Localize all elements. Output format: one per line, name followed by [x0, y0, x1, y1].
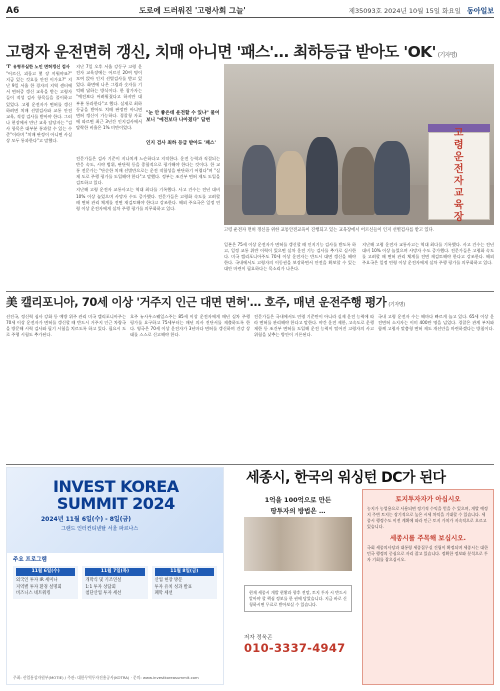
page-number: A6 [6, 5, 20, 16]
section-title: 도로에 드러워진 '고령사회 그늘' [139, 6, 246, 15]
notice-title: 토지투자자가 아십시오 [395, 495, 461, 503]
article2-col3 [254, 314, 374, 462]
notice-body: 농지가 농업용으로 사용되면 정기적 수익을 얻을 수 있으며, 개발 예정지 주변 토지는 장기적으로 높은 시세 차익을 기대할 수 있습니다. 세종시 행정수도 이전 계획에 따라 인근 토지 가치가 지속적으로 오르고 있습니다. [367, 506, 488, 529]
sejong-book-ad[interactable] [238, 467, 494, 685]
page-header [6, 4, 494, 18]
phone-number[interactable]: 010-3337-4947 [244, 641, 346, 655]
article2-col4 [378, 314, 494, 462]
article1-col3 [76, 156, 220, 290]
author-label: 저자 정욱곤 [244, 635, 273, 641]
article1-body-col2: 지난 7일 오후 서울 강동구 고령 운전자 교육장에는 어르신 20여 명이 모여 앉아 인지 선별검사를 받고 있었다. 화면에 나온 그림과 숫자를 기억해 답하는 방식이다. 한 참가자는 "예전보다 어려워졌다고 하지만 대부분 통과한다"고 했다. 실제로 최하 등급을 받아도 치매 판정만 아니면 면허 갱신이 가능하다. 경찰청 자료에 따르면 최근 3년간 인지검사에서 탈락한 비율은 1% 미만이었다. [76, 64, 142, 130]
article1-col5 [362, 242, 494, 290]
article1-body-col5b: 지난해 고령 운전자 교통사고는 역대 최다를 기록했다. 사고 건수는 전년 대비 10% 이상 늘었으며 사망자 수도 증가했다. 전문가들은 고령화 속도를 고려할 때 면허 관리 체계를 전면 재검토해야 한다고 강조한다. 해외 주요국은 일정 연령 이상 운전자에게 실차 주행 평가를 의무화하고 있다. [362, 242, 494, 266]
book-image [244, 517, 352, 571]
summit-dates: 2024년 11월 6일(수) - 8일(금) [41, 516, 131, 523]
article1-pullquote-1: "눈 안 좋은데 운전할 수 있냐" 물어보니 "예전보다 나아졌다" 답변 [146, 111, 220, 123]
book-ad-notice [362, 489, 494, 685]
article2-body-col3: 전문가들은 국내에서도 연령 기준만이 아니라 실제 운전 능력에 따라 면허를 관리해야 한다고 말한다. 야간 운전 제한, 고속도로 운행 제한 등 조건부 면허를 도입해 운전 능력이 떨어진 고령자의 사고 위험을 낮추는 방안이 거론된다. [254, 314, 374, 338]
program-day-1: 11월 6일(수) 외국인 투자 IR 세미나 지역별 투자 환경 설명회 비즈니스 네트워킹 [13, 566, 78, 599]
photo-caption: 고령 운전자 면허 갱신을 위한 교통안전교육이 진행되고 있는 교육장에서 어르신들이 인지 선별검사를 받고 있다. [224, 228, 435, 233]
book-ad-title: 세종시, 한국의 워싱턴 DC가 된다 [246, 470, 446, 486]
article1-col2 [76, 64, 142, 154]
newspaper-brand: 동아일보 [466, 6, 494, 15]
article2-body-col1: 선진국, 정신력 심사 강화 등 예방 위주 관리 미국 캘리포니아주는 70세 이상 운전자가 면허를 갱신할 때 반드시 거주지 인근 차량국을 방문해 시력 검사와 필기 시험을 치르도록 하고 있다. 필요시 도로 주행 시험도 추가된다. [6, 314, 126, 338]
article1-lead: 'T' 유형무실한 노인 면허갱신 검사 [6, 64, 70, 69]
article1-pullquote-2: 인지 검사 최하 등급 받아도 '패스' [146, 141, 216, 146]
article2-reporter: (기자명) [388, 302, 405, 308]
invest-korea-ad[interactable] [6, 467, 224, 685]
section-divider [6, 291, 494, 292]
article2-headline: 美 캘리포니아, 70세 이상 '거주지 인근 대면 면허'… 호주, 매년 운전주행 평가 (기자명) [6, 295, 405, 309]
program-day-3: 11월 8일(금) 산업 현장 방문 투자 유치 성과 발표 폐막 세션 [152, 566, 217, 599]
book-subtitle: 1억을 100억으로 만든 [264, 496, 332, 504]
program-title: 주요 프로그램 [13, 557, 47, 563]
summit-logo: INVEST KOREA SUMMIT 2024 [53, 477, 179, 513]
article1-col4 [224, 242, 356, 290]
photo-person [342, 147, 376, 215]
article2-body-col4: 국내 고령 운전자 수는 해마다 빠르게 늘고 있다. 65세 이상 운전면허 소지자는 이미 400만 명을 넘었다. 경찰은 관계 부처와 함께 고령자 맞춤형 면허 제도 개선안을 마련하겠다는 방침이다. [378, 314, 494, 332]
program-day-2: 11월 7일(목) 개막식 및 기조연설 1:1 투자 상담회 첨단산업 투자 세션 [82, 566, 147, 599]
photo-person [242, 145, 276, 215]
article1-reporter: (기자명) [437, 52, 457, 59]
photo-person [374, 141, 410, 215]
article1-photo [224, 64, 494, 225]
article1-body-col3: 전문가들은 검사 기준이 지나치게 느슨하다고 지적한다. 운전 능력과 직결되는 반응 속도, 시야 범위, 판단력 등을 종합적으로 평가해야 한다는 것이다. 한 교통 전문가는 "단순한 치매 선별만으로는 운전 적합성을 판단하기 어렵다"며 "실제 도로 주행 평가를 도입해야 한다"고 말했다. 정부는 조건부 면허 제도 도입을 검토하고 있다. [76, 156, 220, 186]
article1-col1 [6, 64, 72, 290]
article1-body-col1: "어르신, 괴롭고 몇 장 끼워야죠?" 지금 있는 것요를 안전 이가요?" 지난 9일 서울 한 경자의 지역 센터에서 면허증 갱신 교육을 받는 고령자들이 적성 검사 항목들을 풀이하고 있었다. 고령 운전자가 면허를 갱신하려면 치매 선별검사와 교통 안전 교육, 적성 검사를 받아야 한다. 그러나 현장에서 만난 교육 담당자는 "검사 항목은 대부분 통과할 수 있는 수준"이라며 "치매 판정이 아니면 사실상 모두 통과한다"고 말했다. [6, 71, 72, 144]
article1-body-col5: 일본은 75세 이상 운전자가 면허를 갱신할 때 인지기능 검사를 받도록 하고, 일정 교통 위반 이력이 있으면 실차 운전 기능 검사를 추가로 실시한다. 미국 캘리포니아주도 70세 이상 운전자는 반드시 대면 갱신을 해야 한다. 국내에서도 고령자의 이동권을 보장하면서 안전을 확보할 수 있는 대안 마련이 필요하다는 목소리가 나온다. [224, 242, 356, 272]
book-contact [244, 633, 352, 655]
article2-body-col2: 호주 뉴사우스웨일스주는 85세 이상 운전자에게 매년 실차 주행 평가를 요구하고 75세부터는 매년 의사 진단서를 제출하도록 한다. 영국은 70세 이상 운전자가 3년마다 면허를 갱신하며 건강 상태를 스스로 신고해야 한다. [130, 314, 250, 338]
summit-venue: 그랜드 인터컨티넨탈 서울 파르나스 [61, 526, 139, 532]
notice-title-2: 세종시를 주목해 보십시오. [389, 534, 467, 542]
article1-body-col4: 지난해 고령 운전자 교통사고는 역대 최다를 기록했다. 사고 건수는 전년 대비 10% 이상 늘었으며 사망자 수도 증가했다. 전문가들은 고령화 속도를 고려할 때 면허 관리 체계를 전면 재검토해야 한다고 강조한다. 해외 주요국은 일정 연령 이상 운전자에게 실차 주행 평가를 의무화하고 있다. [76, 187, 220, 211]
article1-headline: 고령자 운전면허 갱신, 치매 아니면 '패스'… 최하등급 받아도 'OK' (기자명) [6, 43, 457, 61]
program-section [7, 553, 223, 603]
ad-banner [7, 468, 223, 553]
article2-col1 [6, 314, 126, 462]
issue-date: 제35093호 2024년 10월 15일 화요일 [348, 7, 461, 15]
photo-person [306, 137, 338, 215]
article2-col2 [130, 314, 250, 462]
ad-footer: 주최: 산업통상자원부(MOTIE) / 주관: 대한무역투자진흥공사(KOTRA) · 문의: www.investkoreasummit.com [13, 674, 199, 680]
ad-divider [6, 464, 494, 465]
book-subtitle-2: 땅투자의 방법은 … [270, 507, 326, 515]
photo-person [276, 151, 306, 215]
book-publisher-text: 현재 세종시 개발 현황과 향후 전망, 토지 투자 시 반드시 알아야 할 핵심 정보를 한 권에 담았습니다. 지금 바로 신청하시면 무료로 받아보실 수 있습니다. [244, 585, 352, 612]
photo-banner: 고 령 운 전 자 교 육 장 [428, 132, 490, 220]
notice-body-2: 국회 세종의사당과 대통령 세종집무실 건립이 확정되며 세종시는 대한민국 행정의 중심으로 자리 잡고 있습니다. 정확한 정보와 분석으로 투자 기회를 잡으십시오. [367, 545, 488, 562]
